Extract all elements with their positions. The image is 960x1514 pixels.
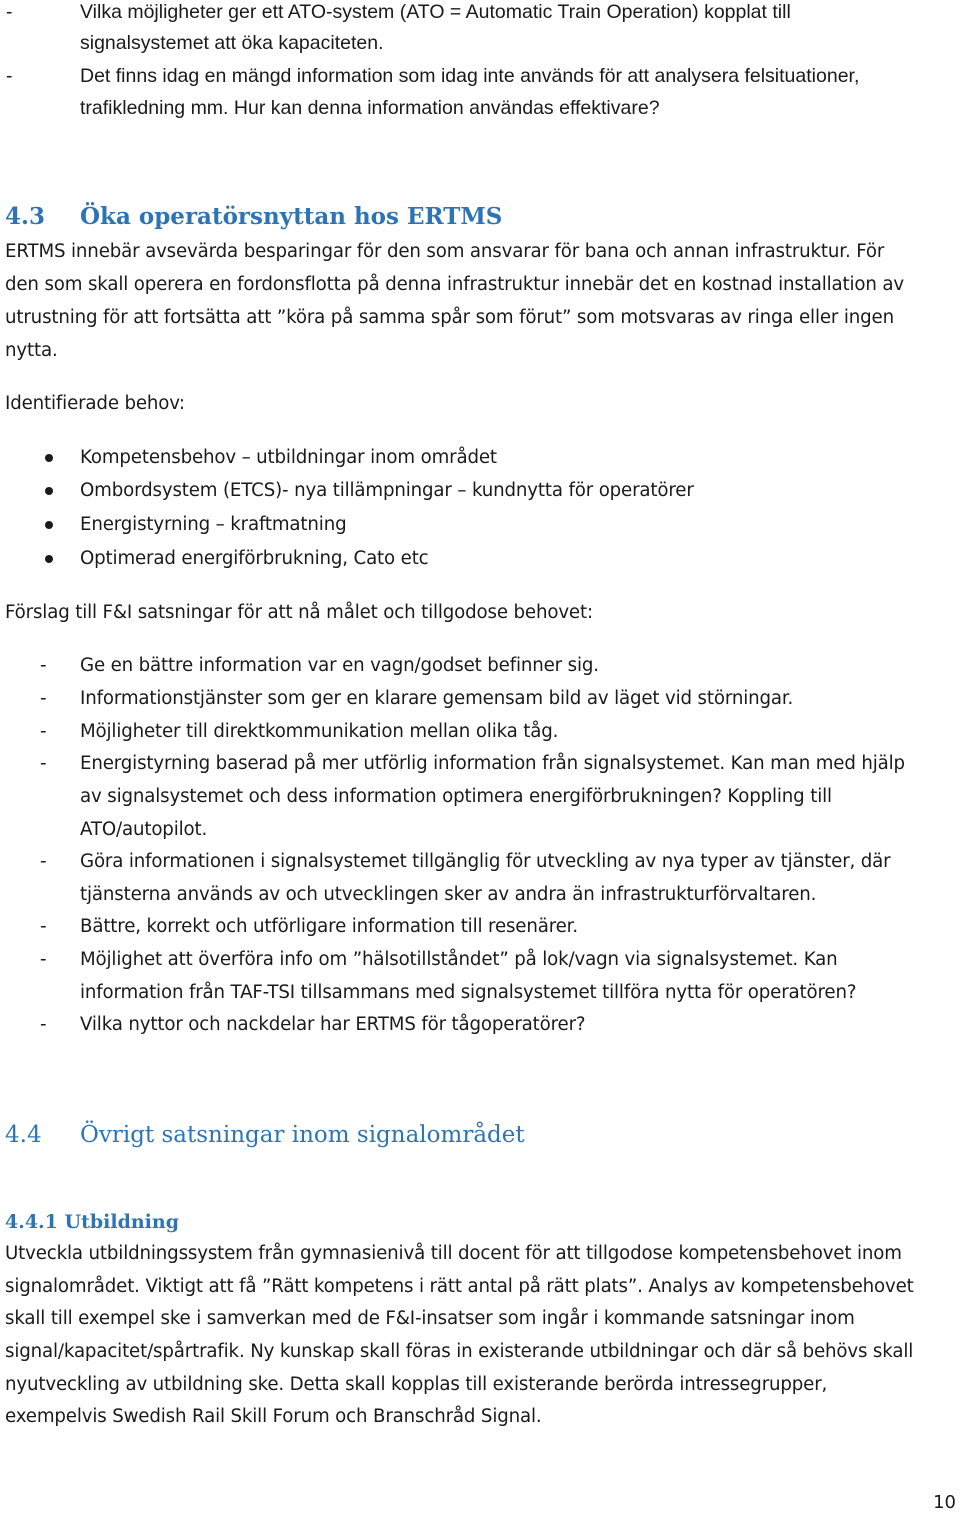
list-item: Optimerad energiförbrukning, Cato etc bbox=[80, 548, 429, 569]
list-item: Energistyrning – kraftmatning bbox=[80, 514, 347, 535]
paragraph-line: skall till exempel ske i samverkan med de F&I-insatser som ingår i kommande satsningar inom bbox=[5, 1308, 855, 1329]
paragraph-line: nyutveckling av utbildning ske. Detta skall kopplas till existerande berörda intressegrupper, bbox=[5, 1374, 828, 1395]
list-item-line: Vilka möjligheter ger ett ATO-system (ATO = Automatic Train Operation) kopplat till bbox=[80, 1, 791, 23]
paragraph-line: exempelvis Swedish Rail Skill Forum och Branschråd Signal. bbox=[5, 1406, 542, 1427]
list-item-line: tjänsterna används av och utvecklingen sker av andra än infrastrukturförvaltaren. bbox=[80, 884, 817, 905]
list-item-line: Göra informationen i signalsystemet tillgänglig för utveckling av nya typer av tjänster, där bbox=[80, 851, 891, 872]
list-item-line: Energistyrning baserad på mer utförlig information från signalsystemet. Kan man med hjälp bbox=[80, 753, 905, 774]
list-item-line: Informationstjänster som ger en klarare gemensam bild av läget vid störningar. bbox=[80, 688, 794, 709]
list-dash: - bbox=[40, 753, 47, 774]
section-title: Övrigt satsningar inom signalområdet bbox=[80, 1122, 525, 1148]
list-dash: - bbox=[40, 1014, 47, 1035]
page-number: 10 bbox=[933, 1492, 956, 1513]
paragraph-line: den som skall operera en fordonsflotta på denna infrastruktur innebär det en kostnad installation av bbox=[5, 274, 905, 295]
list-dash: - bbox=[40, 655, 47, 676]
bullet-icon bbox=[45, 555, 53, 563]
bullet-icon bbox=[45, 454, 53, 462]
paragraph-line: utrustning för att fortsätta att ”köra på samma spår som förut” som motsvaras av ringa eller ingen bbox=[5, 307, 894, 328]
subsection-heading-4-4-1: 4.4.1 Utbildning bbox=[5, 1211, 179, 1233]
list-item-line: trafikledning mm. Hur kan denna information användas effektivare? bbox=[80, 97, 660, 119]
list-dash: - bbox=[40, 721, 47, 742]
section-number: 4.3 bbox=[5, 203, 46, 230]
list-item-line: signalsystemet att öka kapaciteten. bbox=[80, 32, 384, 54]
list-item-line: Det finns idag en mängd information som idag inte används för att analysera felsituationer, bbox=[80, 65, 860, 87]
section-title: Öka operatörsnyttan hos ERTMS bbox=[80, 203, 503, 230]
proposals-label: Förslag till F&I satsningar för att nå målet och tillgodose behovet: bbox=[5, 602, 593, 623]
list-dash: - bbox=[40, 851, 47, 872]
list-item-line: Möjlighet att överföra info om ”hälsotillståndet” på lok/vagn via signalsystemet. Kan bbox=[80, 949, 838, 970]
list-item-line: information från TAF-TSI tillsammans med signalsystemet tillföra nytta för operatören? bbox=[80, 982, 857, 1003]
list-dash: - bbox=[40, 688, 47, 709]
section-number: 4.4 bbox=[5, 1122, 42, 1148]
list-dash: - bbox=[6, 1, 13, 23]
bullet-icon bbox=[45, 487, 53, 495]
list-dash: - bbox=[40, 916, 47, 937]
needs-label: Identifierade behov: bbox=[5, 393, 185, 414]
paragraph-line: ERTMS innebär avsevärda besparingar för den som ansvarar för bana och annan infrastruktur. För bbox=[5, 241, 885, 262]
list-item-line: Möjligheter till direktkommunikation mellan olika tåg. bbox=[80, 721, 559, 742]
list-item: Ombordsystem (ETCS)- nya tillämpningar – kundnytta för operatörer bbox=[80, 480, 694, 501]
bullet-icon bbox=[45, 521, 53, 529]
paragraph-line: signalområdet. Viktigt att få ”Rätt kompetens i rätt antal på rätt plats”. Analys av kompetensbehovet bbox=[5, 1276, 914, 1297]
list-item-line: Bättre, korrekt och utförligare information till resenärer. bbox=[80, 916, 578, 937]
list-dash: - bbox=[40, 949, 47, 970]
list-item-line: av signalsystemet och dess information optimera energiförbrukningen? Koppling till bbox=[80, 786, 832, 807]
paragraph-line: Utveckla utbildningssystem från gymnasienivå till docent för att tillgodose kompetensbehovet inom bbox=[5, 1243, 902, 1264]
list-item-line: Vilka nyttor och nackdelar har ERTMS för tågoperatörer? bbox=[80, 1014, 586, 1035]
list-dash: - bbox=[6, 65, 13, 87]
list-item: Kompetensbehov – utbildningar inom området bbox=[80, 447, 497, 468]
paragraph-line: nytta. bbox=[5, 340, 58, 361]
list-item-line: Ge en bättre information var en vagn/godset befinner sig. bbox=[80, 655, 599, 676]
list-item-line: ATO/autopilot. bbox=[80, 819, 208, 840]
paragraph-line: signal/kapacitet/spårtrafik. Ny kunskap skall föras in existerande utbildningar och där så behövs skall bbox=[5, 1341, 914, 1362]
